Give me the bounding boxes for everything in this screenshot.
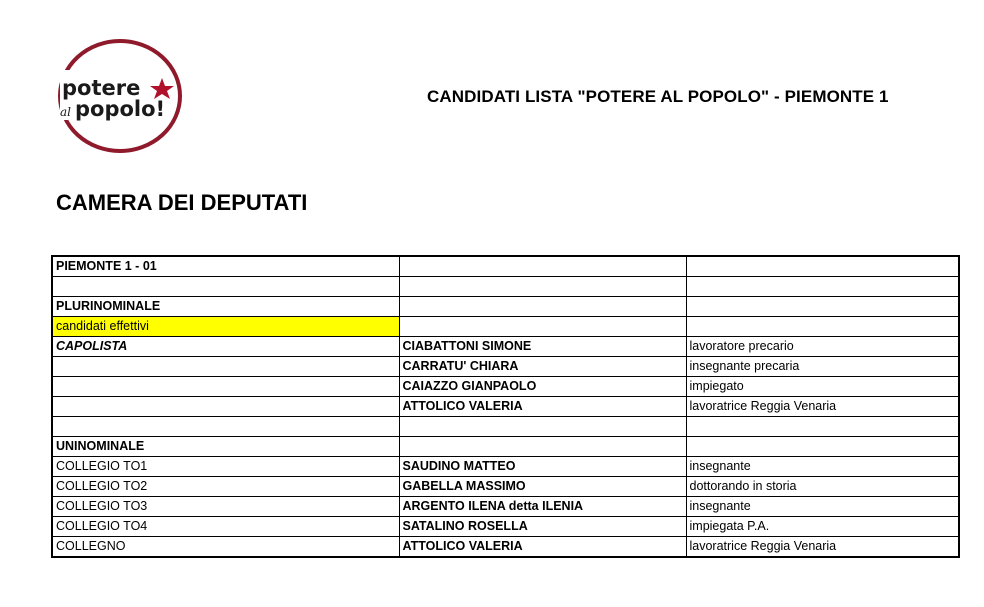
- table-row: [52, 317, 959, 337]
- candidate-name-cell: CARRATU' CHIARA: [399, 357, 686, 377]
- candidate-name-cell: GABELLA MASSIMO: [399, 477, 686, 497]
- capolista-cell: CAPOLISTA: [52, 337, 399, 357]
- label-cell: [52, 357, 399, 377]
- profession-cell: [686, 297, 959, 317]
- candidate-name-cell: SATALINO ROSELLA: [399, 517, 686, 537]
- table-row: [52, 337, 959, 357]
- label-cell: [52, 277, 399, 297]
- profession-cell: insegnante precaria: [686, 357, 959, 377]
- profession-cell: [686, 417, 959, 437]
- profession-cell: lavoratore precario: [686, 337, 959, 357]
- candidate-name-cell: [399, 297, 686, 317]
- candidati-effettivi-cell: candidati effettivi: [52, 317, 399, 337]
- candidate-name-cell: [399, 317, 686, 337]
- candidate-name-cell: ATTOLICO VALERIA: [399, 537, 686, 558]
- collegio-cell: COLLEGNO: [52, 537, 399, 558]
- candidate-name-cell: [399, 256, 686, 277]
- table-row: [52, 357, 959, 377]
- table-row: [52, 477, 959, 497]
- candidate-name-cell: [399, 277, 686, 297]
- candidates-table: [51, 255, 960, 558]
- table-row: [52, 537, 959, 558]
- section-title: CAMERA DEI DEPUTATI: [56, 190, 308, 215]
- collegio-cell: COLLEGIO TO3: [52, 497, 399, 517]
- table-row: [52, 277, 959, 297]
- label-cell: [52, 417, 399, 437]
- profession-cell: lavoratrice Reggia Venaria: [686, 397, 959, 417]
- profession-cell: lavoratrice Reggia Venaria: [686, 537, 959, 558]
- candidate-name-cell: [399, 417, 686, 437]
- table-row: [52, 457, 959, 477]
- plurinominale-header-cell: PLURINOMINALE: [52, 297, 399, 317]
- profession-cell: [686, 317, 959, 337]
- candidate-name-cell: ATTOLICO VALERIA: [399, 397, 686, 417]
- collegio-cell: COLLEGIO TO1: [52, 457, 399, 477]
- collegio-cell: COLLEGIO TO2: [52, 477, 399, 497]
- table-row: [52, 417, 959, 437]
- table-row: [52, 297, 959, 317]
- label-cell: [52, 377, 399, 397]
- uninominale-header-cell: UNINOMINALE: [52, 437, 399, 457]
- table-row: [52, 437, 959, 457]
- profession-cell: [686, 437, 959, 457]
- candidate-name-cell: ARGENTO ILENA detta ILENIA: [399, 497, 686, 517]
- district-header-cell: PIEMONTE 1 - 01: [52, 256, 399, 277]
- logo-text-al: al: [60, 105, 71, 119]
- table-row: [52, 517, 959, 537]
- table-row: [52, 377, 959, 397]
- collegio-cell: COLLEGIO TO4: [52, 517, 399, 537]
- table-row: [52, 397, 959, 417]
- candidate-name-cell: CIABATTONI SIMONE: [399, 337, 686, 357]
- profession-cell: [686, 277, 959, 297]
- table-row: [52, 256, 959, 277]
- profession-cell: impiegato: [686, 377, 959, 397]
- profession-cell: insegnante: [686, 457, 959, 477]
- profession-cell: dottorando in storia: [686, 477, 959, 497]
- candidate-name-cell: CAIAZZO GIANPAOLO: [399, 377, 686, 397]
- profession-cell: impiegata P.A.: [686, 517, 959, 537]
- profession-cell: [686, 256, 959, 277]
- table-row: [52, 497, 959, 517]
- label-cell: [52, 397, 399, 417]
- document-title: CANDIDATI LISTA "POTERE AL POPOLO" - PIEMONTE 1: [427, 87, 889, 106]
- profession-cell: insegnante: [686, 497, 959, 517]
- logo-text-potere: potere: [62, 76, 141, 100]
- logo-text-popolo: popolo!: [75, 97, 166, 121]
- potere-al-popolo-logo: [52, 38, 184, 156]
- candidate-name-cell: SAUDINO MATTEO: [399, 457, 686, 477]
- candidate-name-cell: [399, 437, 686, 457]
